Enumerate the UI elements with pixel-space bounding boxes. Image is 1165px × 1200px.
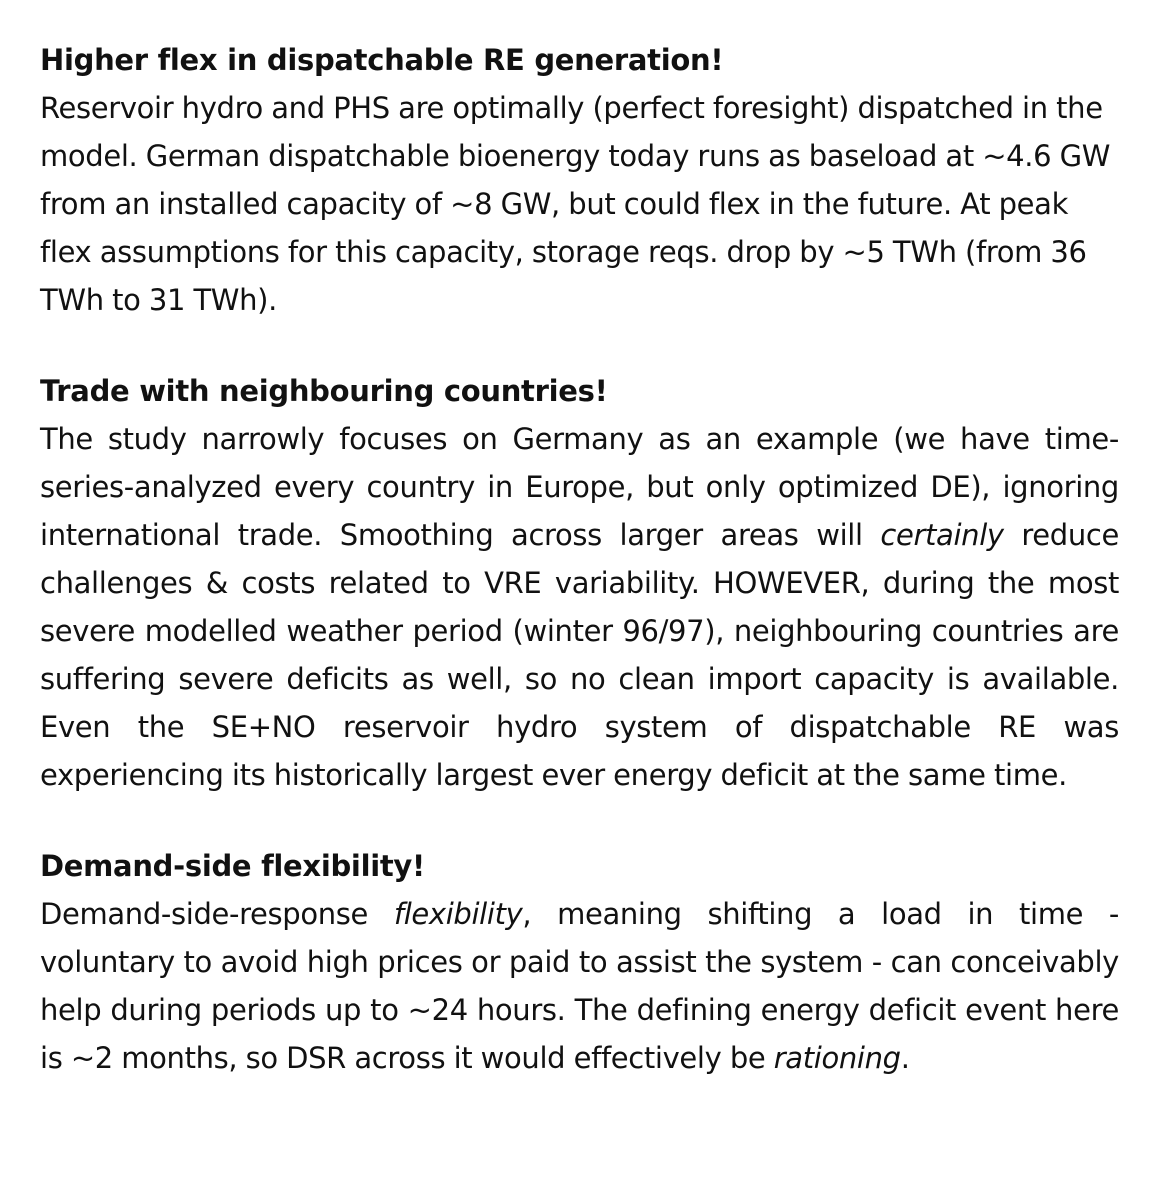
- section-body: [40, 890, 1119, 1082]
- section-heading: Trade with neighbouring countries!: [40, 374, 608, 408]
- emphasis-text: rationing: [773, 1041, 901, 1075]
- section-body: Reservoir hydro and PHS are optimally (perfect foresight) dispatched in the model. German dispatchable bioenergy today runs as baseload at ~4.6 GW from an installed capacity of ~8 GW, but could flex in the future. At peak flex assumptions for this capacity, storage reqs. drop by ~5 TWh (from 36 TWh to 31 TWh).: [40, 91, 1111, 317]
- section-heading: Demand-side flexibility!: [40, 849, 425, 883]
- body-text: .: [900, 1041, 910, 1075]
- section-trade: [40, 367, 1119, 799]
- section-demand-side: [40, 842, 1119, 1082]
- body-text: reduce challenges & costs related to VRE variability. HOWEVER, during the most severe modelled weather period (winter 96/97), neighbouring countries are suffering severe deficits as well, so no clean import capacity is available. Even the SE+NO reservoir hydro system of dispatchable RE was experiencing its historically largest ever energy deficit at the same time.: [40, 518, 1119, 792]
- section-body: [40, 415, 1119, 799]
- emphasis-text: flexibility: [393, 897, 523, 931]
- section-heading: Higher flex in dispatchable RE generation!: [40, 43, 724, 77]
- section-dispatchable-re: [40, 36, 1119, 324]
- body-text: The study narrowly focuses on Germany as an example (we have time-series-analyzed every country in Europe, but only optimized DE), ignoring international trade. Smoothing across larger areas will: [40, 422, 1119, 552]
- emphasis-text: certainly: [880, 518, 1004, 552]
- body-text: Demand-side-response: [40, 897, 394, 931]
- body-text: , meaning shifting a load in time - voluntary to avoid high prices or paid to assist the system - can conceivably help during periods up to ~24 hours. The defining energy deficit event here is ~2 months, so DSR across it would effectively be: [40, 897, 1119, 1075]
